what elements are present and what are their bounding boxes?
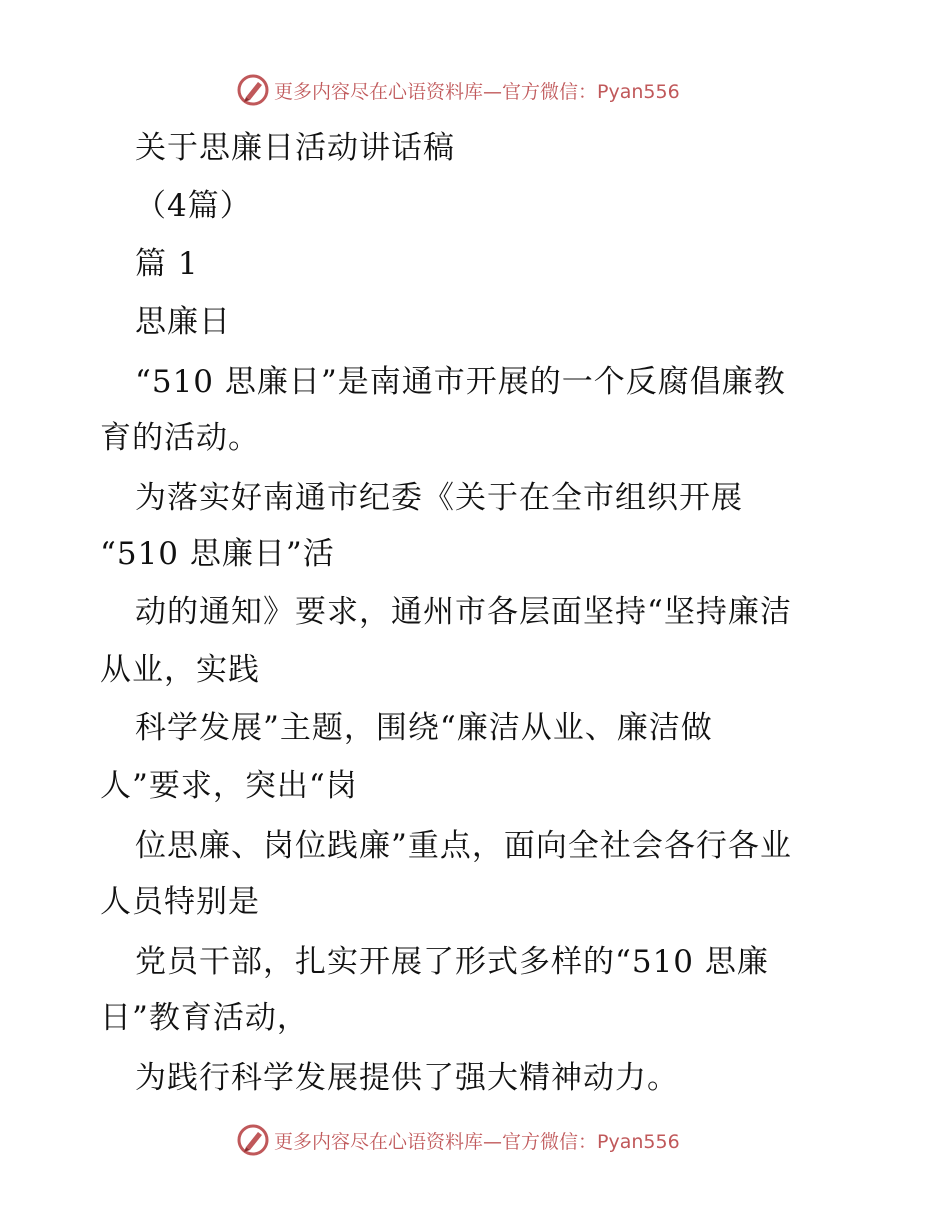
paragraph-line: 位思廉、岗位践廉”重点，面向全社会各行各业 — [135, 828, 792, 864]
footer-banner — [236, 1122, 680, 1158]
footer-banner-text: 更多内容尽在心语资料库—官方微信：Pyan556 — [274, 1130, 680, 1153]
paragraph-line: “510 思廉日”是南通市开展的一个反腐倡廉教 — [135, 364, 786, 400]
document-subtitle: （4篇） — [135, 188, 252, 224]
paragraph-line: 为践行科学发展提供了强大精神动力。 — [135, 1060, 679, 1096]
paragraph-line: 人员特别是 — [100, 884, 260, 920]
paragraph-line: 动的通知》要求，通州市各层面坚持“坚持廉洁 — [135, 594, 792, 630]
paragraph-line: 育的活动。 — [100, 420, 260, 456]
paragraph-line: 从业，实践 — [100, 652, 260, 688]
paragraph-line: 为落实好南通市纪委《关于在全市组织开展 — [135, 480, 743, 516]
header-banner-text: 更多内容尽在心语资料库—官方微信：Pyan556 — [274, 80, 680, 103]
paragraph-line: 日”教育活动， — [100, 1000, 309, 1036]
paragraph-line: 科学发展”主题，围绕“廉洁从业、廉洁做 — [135, 710, 713, 746]
section-heading: 思廉日 — [135, 304, 231, 340]
paragraph-line: “510 思廉日”活 — [100, 536, 335, 572]
section-label: 篇 1 — [135, 246, 199, 282]
paragraph-line: 人”要求，突出“岗 — [100, 768, 358, 804]
pen-seal-logo-icon — [236, 1123, 270, 1157]
paragraph-line: 党员干部，扎实开展了形式多样的“510 思廉 — [135, 944, 769, 980]
document-title: 关于思廉日活动讲话稿 — [135, 130, 455, 166]
